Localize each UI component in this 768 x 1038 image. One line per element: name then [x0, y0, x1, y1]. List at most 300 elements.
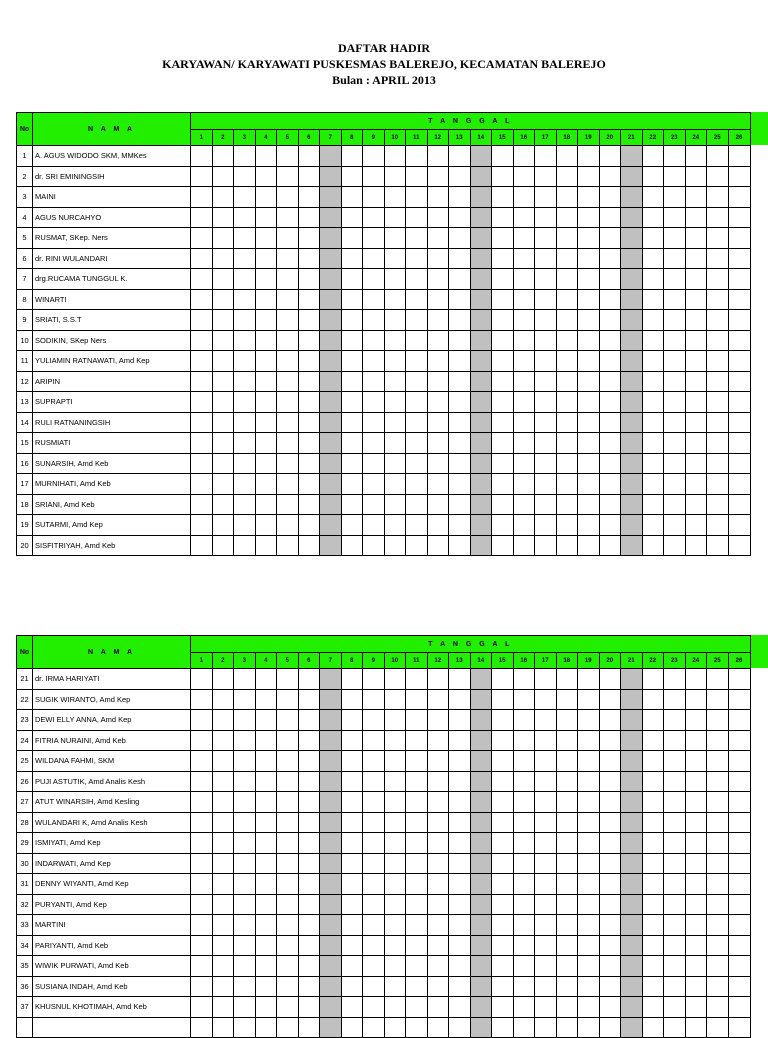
attendance-cell[interactable] [707, 166, 729, 187]
attendance-cell[interactable] [642, 1017, 664, 1038]
attendance-cell[interactable] [427, 351, 449, 372]
attendance-cell[interactable] [492, 853, 514, 874]
attendance-cell[interactable] [406, 771, 428, 792]
attendance-cell[interactable] [535, 207, 557, 228]
attendance-cell[interactable] [578, 515, 600, 536]
attendance-cell[interactable] [513, 751, 535, 772]
attendance-cell[interactable] [707, 330, 729, 351]
attendance-cell[interactable] [212, 997, 234, 1018]
attendance-cell[interactable] [363, 515, 385, 536]
attendance-cell[interactable] [685, 392, 707, 413]
attendance-cell[interactable] [384, 392, 406, 413]
attendance-cell[interactable] [406, 207, 428, 228]
attendance-cell[interactable] [298, 997, 320, 1018]
attendance-cell[interactable] [556, 453, 578, 474]
attendance-cell[interactable] [384, 371, 406, 392]
attendance-cell[interactable] [470, 392, 492, 413]
attendance-cell[interactable] [449, 515, 471, 536]
attendance-cell[interactable] [449, 853, 471, 874]
attendance-cell[interactable] [664, 433, 686, 454]
attendance-cell[interactable] [492, 412, 514, 433]
attendance-cell[interactable] [277, 433, 299, 454]
attendance-cell[interactable] [599, 535, 621, 556]
attendance-cell[interactable] [384, 710, 406, 731]
attendance-cell[interactable] [427, 853, 449, 874]
attendance-cell[interactable] [642, 689, 664, 710]
attendance-cell[interactable] [234, 330, 256, 351]
attendance-cell[interactable] [556, 935, 578, 956]
attendance-cell[interactable] [449, 207, 471, 228]
attendance-cell[interactable] [384, 812, 406, 833]
attendance-cell[interactable] [298, 833, 320, 854]
attendance-cell[interactable] [191, 474, 213, 495]
attendance-cell[interactable] [449, 874, 471, 895]
attendance-cell[interactable] [513, 669, 535, 690]
attendance-cell[interactable] [427, 474, 449, 495]
attendance-cell[interactable] [191, 915, 213, 936]
attendance-cell[interactable] [599, 935, 621, 956]
attendance-cell[interactable] [707, 228, 729, 249]
attendance-cell[interactable] [234, 351, 256, 372]
attendance-cell[interactable] [255, 751, 277, 772]
attendance-cell[interactable] [298, 248, 320, 269]
attendance-cell[interactable] [234, 494, 256, 515]
attendance-cell[interactable] [492, 515, 514, 536]
attendance-cell[interactable] [578, 351, 600, 372]
attendance-cell[interactable] [298, 351, 320, 372]
attendance-cell[interactable] [298, 669, 320, 690]
attendance-cell[interactable] [234, 474, 256, 495]
attendance-cell[interactable] [449, 833, 471, 854]
attendance-cell[interactable] [212, 433, 234, 454]
attendance-cell[interactable] [492, 812, 514, 833]
attendance-cell[interactable] [320, 997, 342, 1018]
attendance-cell[interactable] [513, 412, 535, 433]
attendance-cell[interactable] [728, 392, 750, 413]
attendance-cell[interactable] [578, 207, 600, 228]
attendance-cell[interactable] [728, 166, 750, 187]
attendance-cell[interactable] [599, 187, 621, 208]
attendance-cell[interactable] [664, 453, 686, 474]
attendance-cell[interactable] [513, 730, 535, 751]
attendance-cell[interactable] [513, 494, 535, 515]
attendance-cell[interactable] [621, 412, 643, 433]
attendance-cell[interactable] [599, 976, 621, 997]
attendance-cell[interactable] [191, 935, 213, 956]
attendance-cell[interactable] [642, 474, 664, 495]
attendance-cell[interactable] [341, 812, 363, 833]
attendance-cell[interactable] [556, 771, 578, 792]
attendance-cell[interactable] [191, 187, 213, 208]
attendance-cell[interactable] [578, 812, 600, 833]
attendance-cell[interactable] [556, 207, 578, 228]
attendance-cell[interactable] [255, 515, 277, 536]
attendance-cell[interactable] [427, 187, 449, 208]
attendance-cell[interactable] [535, 771, 557, 792]
attendance-cell[interactable] [363, 330, 385, 351]
attendance-cell[interactable] [234, 535, 256, 556]
attendance-cell[interactable] [578, 1017, 600, 1038]
attendance-cell[interactable] [621, 371, 643, 392]
attendance-cell[interactable] [728, 751, 750, 772]
attendance-cell[interactable] [363, 730, 385, 751]
attendance-cell[interactable] [578, 669, 600, 690]
attendance-cell[interactable] [642, 833, 664, 854]
attendance-cell[interactable] [384, 689, 406, 710]
attendance-cell[interactable] [664, 710, 686, 731]
attendance-cell[interactable] [492, 792, 514, 813]
attendance-cell[interactable] [320, 689, 342, 710]
attendance-cell[interactable] [406, 371, 428, 392]
attendance-cell[interactable] [191, 535, 213, 556]
attendance-cell[interactable] [556, 330, 578, 351]
attendance-cell[interactable] [449, 812, 471, 833]
attendance-cell[interactable] [664, 833, 686, 854]
attendance-cell[interactable] [685, 1017, 707, 1038]
attendance-cell[interactable] [599, 515, 621, 536]
attendance-cell[interactable] [449, 771, 471, 792]
attendance-cell[interactable] [556, 433, 578, 454]
attendance-cell[interactable] [599, 751, 621, 772]
attendance-cell[interactable] [277, 1017, 299, 1038]
attendance-cell[interactable] [277, 812, 299, 833]
attendance-cell[interactable] [492, 976, 514, 997]
attendance-cell[interactable] [255, 535, 277, 556]
attendance-cell[interactable] [363, 371, 385, 392]
attendance-cell[interactable] [513, 874, 535, 895]
attendance-cell[interactable] [234, 812, 256, 833]
attendance-cell[interactable] [191, 751, 213, 772]
attendance-cell[interactable] [234, 289, 256, 310]
attendance-cell[interactable] [298, 228, 320, 249]
attendance-cell[interactable] [212, 166, 234, 187]
attendance-cell[interactable] [642, 669, 664, 690]
attendance-cell[interactable] [255, 935, 277, 956]
attendance-cell[interactable] [320, 710, 342, 731]
attendance-cell[interactable] [212, 751, 234, 772]
attendance-cell[interactable] [363, 269, 385, 290]
attendance-cell[interactable] [535, 792, 557, 813]
attendance-cell[interactable] [341, 392, 363, 413]
attendance-cell[interactable] [320, 535, 342, 556]
attendance-cell[interactable] [599, 494, 621, 515]
attendance-cell[interactable] [707, 146, 729, 167]
attendance-cell[interactable] [298, 289, 320, 310]
attendance-cell[interactable] [341, 453, 363, 474]
attendance-cell[interactable] [277, 730, 299, 751]
attendance-cell[interactable] [556, 669, 578, 690]
attendance-cell[interactable] [212, 833, 234, 854]
attendance-cell[interactable] [449, 915, 471, 936]
attendance-cell[interactable] [320, 751, 342, 772]
attendance-cell[interactable] [427, 310, 449, 331]
attendance-cell[interactable] [535, 146, 557, 167]
attendance-cell[interactable] [384, 515, 406, 536]
attendance-cell[interactable] [621, 874, 643, 895]
attendance-cell[interactable] [341, 853, 363, 874]
attendance-cell[interactable] [599, 269, 621, 290]
attendance-cell[interactable] [255, 412, 277, 433]
attendance-cell[interactable] [449, 494, 471, 515]
attendance-cell[interactable] [599, 289, 621, 310]
attendance-cell[interactable] [664, 351, 686, 372]
attendance-cell[interactable] [535, 371, 557, 392]
attendance-cell[interactable] [255, 997, 277, 1018]
attendance-cell[interactable] [341, 976, 363, 997]
attendance-cell[interactable] [298, 310, 320, 331]
attendance-cell[interactable] [728, 351, 750, 372]
attendance-cell[interactable] [212, 935, 234, 956]
attendance-cell[interactable] [320, 330, 342, 351]
attendance-cell[interactable] [556, 710, 578, 731]
attendance-cell[interactable] [277, 289, 299, 310]
attendance-cell[interactable] [556, 392, 578, 413]
attendance-cell[interactable] [685, 689, 707, 710]
attendance-cell[interactable] [255, 730, 277, 751]
attendance-cell[interactable] [621, 710, 643, 731]
attendance-cell[interactable] [449, 433, 471, 454]
attendance-cell[interactable] [191, 228, 213, 249]
attendance-cell[interactable] [685, 669, 707, 690]
attendance-cell[interactable] [707, 535, 729, 556]
attendance-cell[interactable] [234, 146, 256, 167]
attendance-cell[interactable] [556, 351, 578, 372]
attendance-cell[interactable] [277, 915, 299, 936]
attendance-cell[interactable] [277, 453, 299, 474]
attendance-cell[interactable] [664, 289, 686, 310]
attendance-cell[interactable] [513, 187, 535, 208]
attendance-cell[interactable] [449, 751, 471, 772]
attendance-cell[interactable] [212, 330, 234, 351]
attendance-cell[interactable] [513, 289, 535, 310]
attendance-cell[interactable] [277, 207, 299, 228]
attendance-cell[interactable] [234, 207, 256, 228]
attendance-cell[interactable] [492, 915, 514, 936]
attendance-cell[interactable] [234, 853, 256, 874]
attendance-cell[interactable] [535, 392, 557, 413]
attendance-cell[interactable] [685, 535, 707, 556]
attendance-cell[interactable] [277, 474, 299, 495]
attendance-cell[interactable] [384, 935, 406, 956]
attendance-cell[interactable] [341, 535, 363, 556]
attendance-cell[interactable] [599, 1017, 621, 1038]
attendance-cell[interactable] [406, 310, 428, 331]
attendance-cell[interactable] [341, 669, 363, 690]
attendance-cell[interactable] [728, 330, 750, 351]
attendance-cell[interactable] [599, 730, 621, 751]
attendance-cell[interactable] [707, 894, 729, 915]
attendance-cell[interactable] [728, 956, 750, 977]
attendance-cell[interactable] [513, 535, 535, 556]
attendance-cell[interactable] [535, 730, 557, 751]
attendance-cell[interactable] [642, 997, 664, 1018]
attendance-cell[interactable] [341, 730, 363, 751]
attendance-cell[interactable] [277, 771, 299, 792]
attendance-cell[interactable] [535, 997, 557, 1018]
attendance-cell[interactable] [406, 474, 428, 495]
attendance-cell[interactable] [492, 433, 514, 454]
attendance-cell[interactable] [384, 310, 406, 331]
attendance-cell[interactable] [191, 166, 213, 187]
attendance-cell[interactable] [685, 771, 707, 792]
attendance-cell[interactable] [535, 433, 557, 454]
attendance-cell[interactable] [599, 453, 621, 474]
attendance-cell[interactable] [384, 207, 406, 228]
attendance-cell[interactable] [449, 976, 471, 997]
attendance-cell[interactable] [556, 371, 578, 392]
attendance-cell[interactable] [513, 392, 535, 413]
attendance-cell[interactable] [320, 730, 342, 751]
attendance-cell[interactable] [234, 689, 256, 710]
attendance-cell[interactable] [621, 935, 643, 956]
attendance-cell[interactable] [470, 833, 492, 854]
attendance-cell[interactable] [642, 412, 664, 433]
attendance-cell[interactable] [320, 187, 342, 208]
attendance-cell[interactable] [470, 751, 492, 772]
attendance-cell[interactable] [513, 689, 535, 710]
attendance-cell[interactable] [599, 371, 621, 392]
attendance-cell[interactable] [341, 515, 363, 536]
attendance-cell[interactable] [320, 269, 342, 290]
attendance-cell[interactable] [642, 351, 664, 372]
attendance-cell[interactable] [320, 351, 342, 372]
attendance-cell[interactable] [556, 248, 578, 269]
attendance-cell[interactable] [664, 976, 686, 997]
attendance-cell[interactable] [621, 433, 643, 454]
attendance-cell[interactable] [427, 669, 449, 690]
attendance-cell[interactable] [406, 248, 428, 269]
attendance-cell[interactable] [707, 392, 729, 413]
attendance-cell[interactable] [406, 453, 428, 474]
attendance-cell[interactable] [255, 166, 277, 187]
attendance-cell[interactable] [578, 289, 600, 310]
attendance-cell[interactable] [363, 453, 385, 474]
attendance-cell[interactable] [642, 371, 664, 392]
attendance-cell[interactable] [277, 833, 299, 854]
attendance-cell[interactable] [341, 710, 363, 731]
attendance-cell[interactable] [685, 751, 707, 772]
attendance-cell[interactable] [255, 812, 277, 833]
attendance-cell[interactable] [363, 751, 385, 772]
attendance-cell[interactable] [470, 494, 492, 515]
attendance-cell[interactable] [470, 207, 492, 228]
attendance-cell[interactable] [621, 187, 643, 208]
attendance-cell[interactable] [255, 792, 277, 813]
attendance-cell[interactable] [449, 535, 471, 556]
attendance-cell[interactable] [556, 689, 578, 710]
attendance-cell[interactable] [578, 956, 600, 977]
attendance-cell[interactable] [578, 535, 600, 556]
attendance-cell[interactable] [298, 392, 320, 413]
attendance-cell[interactable] [621, 248, 643, 269]
attendance-cell[interactable] [427, 792, 449, 813]
attendance-cell[interactable] [470, 248, 492, 269]
attendance-cell[interactable] [621, 310, 643, 331]
attendance-cell[interactable] [255, 494, 277, 515]
attendance-cell[interactable] [212, 812, 234, 833]
attendance-cell[interactable] [341, 894, 363, 915]
attendance-cell[interactable] [513, 771, 535, 792]
attendance-cell[interactable] [685, 935, 707, 956]
attendance-cell[interactable] [492, 371, 514, 392]
attendance-cell[interactable] [363, 187, 385, 208]
attendance-cell[interactable] [363, 228, 385, 249]
attendance-cell[interactable] [513, 453, 535, 474]
attendance-cell[interactable] [320, 894, 342, 915]
attendance-cell[interactable] [492, 187, 514, 208]
attendance-cell[interactable] [341, 1017, 363, 1038]
attendance-cell[interactable] [578, 915, 600, 936]
attendance-cell[interactable] [492, 166, 514, 187]
attendance-cell[interactable] [556, 976, 578, 997]
attendance-cell[interactable] [449, 710, 471, 731]
attendance-cell[interactable] [513, 710, 535, 731]
attendance-cell[interactable] [363, 997, 385, 1018]
attendance-cell[interactable] [277, 269, 299, 290]
attendance-cell[interactable] [427, 494, 449, 515]
attendance-cell[interactable] [556, 997, 578, 1018]
attendance-cell[interactable] [212, 453, 234, 474]
attendance-cell[interactable] [320, 669, 342, 690]
attendance-cell[interactable] [707, 689, 729, 710]
attendance-cell[interactable] [599, 915, 621, 936]
attendance-cell[interactable] [492, 248, 514, 269]
attendance-cell[interactable] [513, 812, 535, 833]
attendance-cell[interactable] [298, 792, 320, 813]
attendance-cell[interactable] [535, 874, 557, 895]
attendance-cell[interactable] [191, 269, 213, 290]
attendance-cell[interactable] [578, 371, 600, 392]
attendance-cell[interactable] [621, 228, 643, 249]
attendance-cell[interactable] [427, 812, 449, 833]
attendance-cell[interactable] [664, 515, 686, 536]
attendance-cell[interactable] [664, 269, 686, 290]
attendance-cell[interactable] [621, 915, 643, 936]
attendance-cell[interactable] [664, 894, 686, 915]
attendance-cell[interactable] [384, 874, 406, 895]
attendance-cell[interactable] [191, 494, 213, 515]
attendance-cell[interactable] [384, 535, 406, 556]
attendance-cell[interactable] [470, 187, 492, 208]
attendance-cell[interactable] [513, 515, 535, 536]
attendance-cell[interactable] [363, 935, 385, 956]
attendance-cell[interactable] [363, 956, 385, 977]
attendance-cell[interactable] [212, 248, 234, 269]
attendance-cell[interactable] [707, 710, 729, 731]
attendance-cell[interactable] [427, 535, 449, 556]
attendance-cell[interactable] [728, 669, 750, 690]
attendance-cell[interactable] [191, 874, 213, 895]
attendance-cell[interactable] [255, 371, 277, 392]
attendance-cell[interactable] [513, 894, 535, 915]
attendance-cell[interactable] [427, 228, 449, 249]
attendance-cell[interactable] [427, 248, 449, 269]
attendance-cell[interactable] [492, 269, 514, 290]
attendance-cell[interactable] [234, 730, 256, 751]
attendance-cell[interactable] [664, 207, 686, 228]
attendance-cell[interactable] [427, 976, 449, 997]
attendance-cell[interactable] [427, 289, 449, 310]
attendance-cell[interactable] [341, 330, 363, 351]
attendance-cell[interactable] [664, 730, 686, 751]
attendance-cell[interactable] [664, 935, 686, 956]
attendance-cell[interactable] [449, 269, 471, 290]
attendance-cell[interactable] [406, 853, 428, 874]
attendance-cell[interactable] [470, 915, 492, 936]
attendance-cell[interactable] [707, 289, 729, 310]
attendance-cell[interactable] [642, 228, 664, 249]
attendance-cell[interactable] [513, 956, 535, 977]
